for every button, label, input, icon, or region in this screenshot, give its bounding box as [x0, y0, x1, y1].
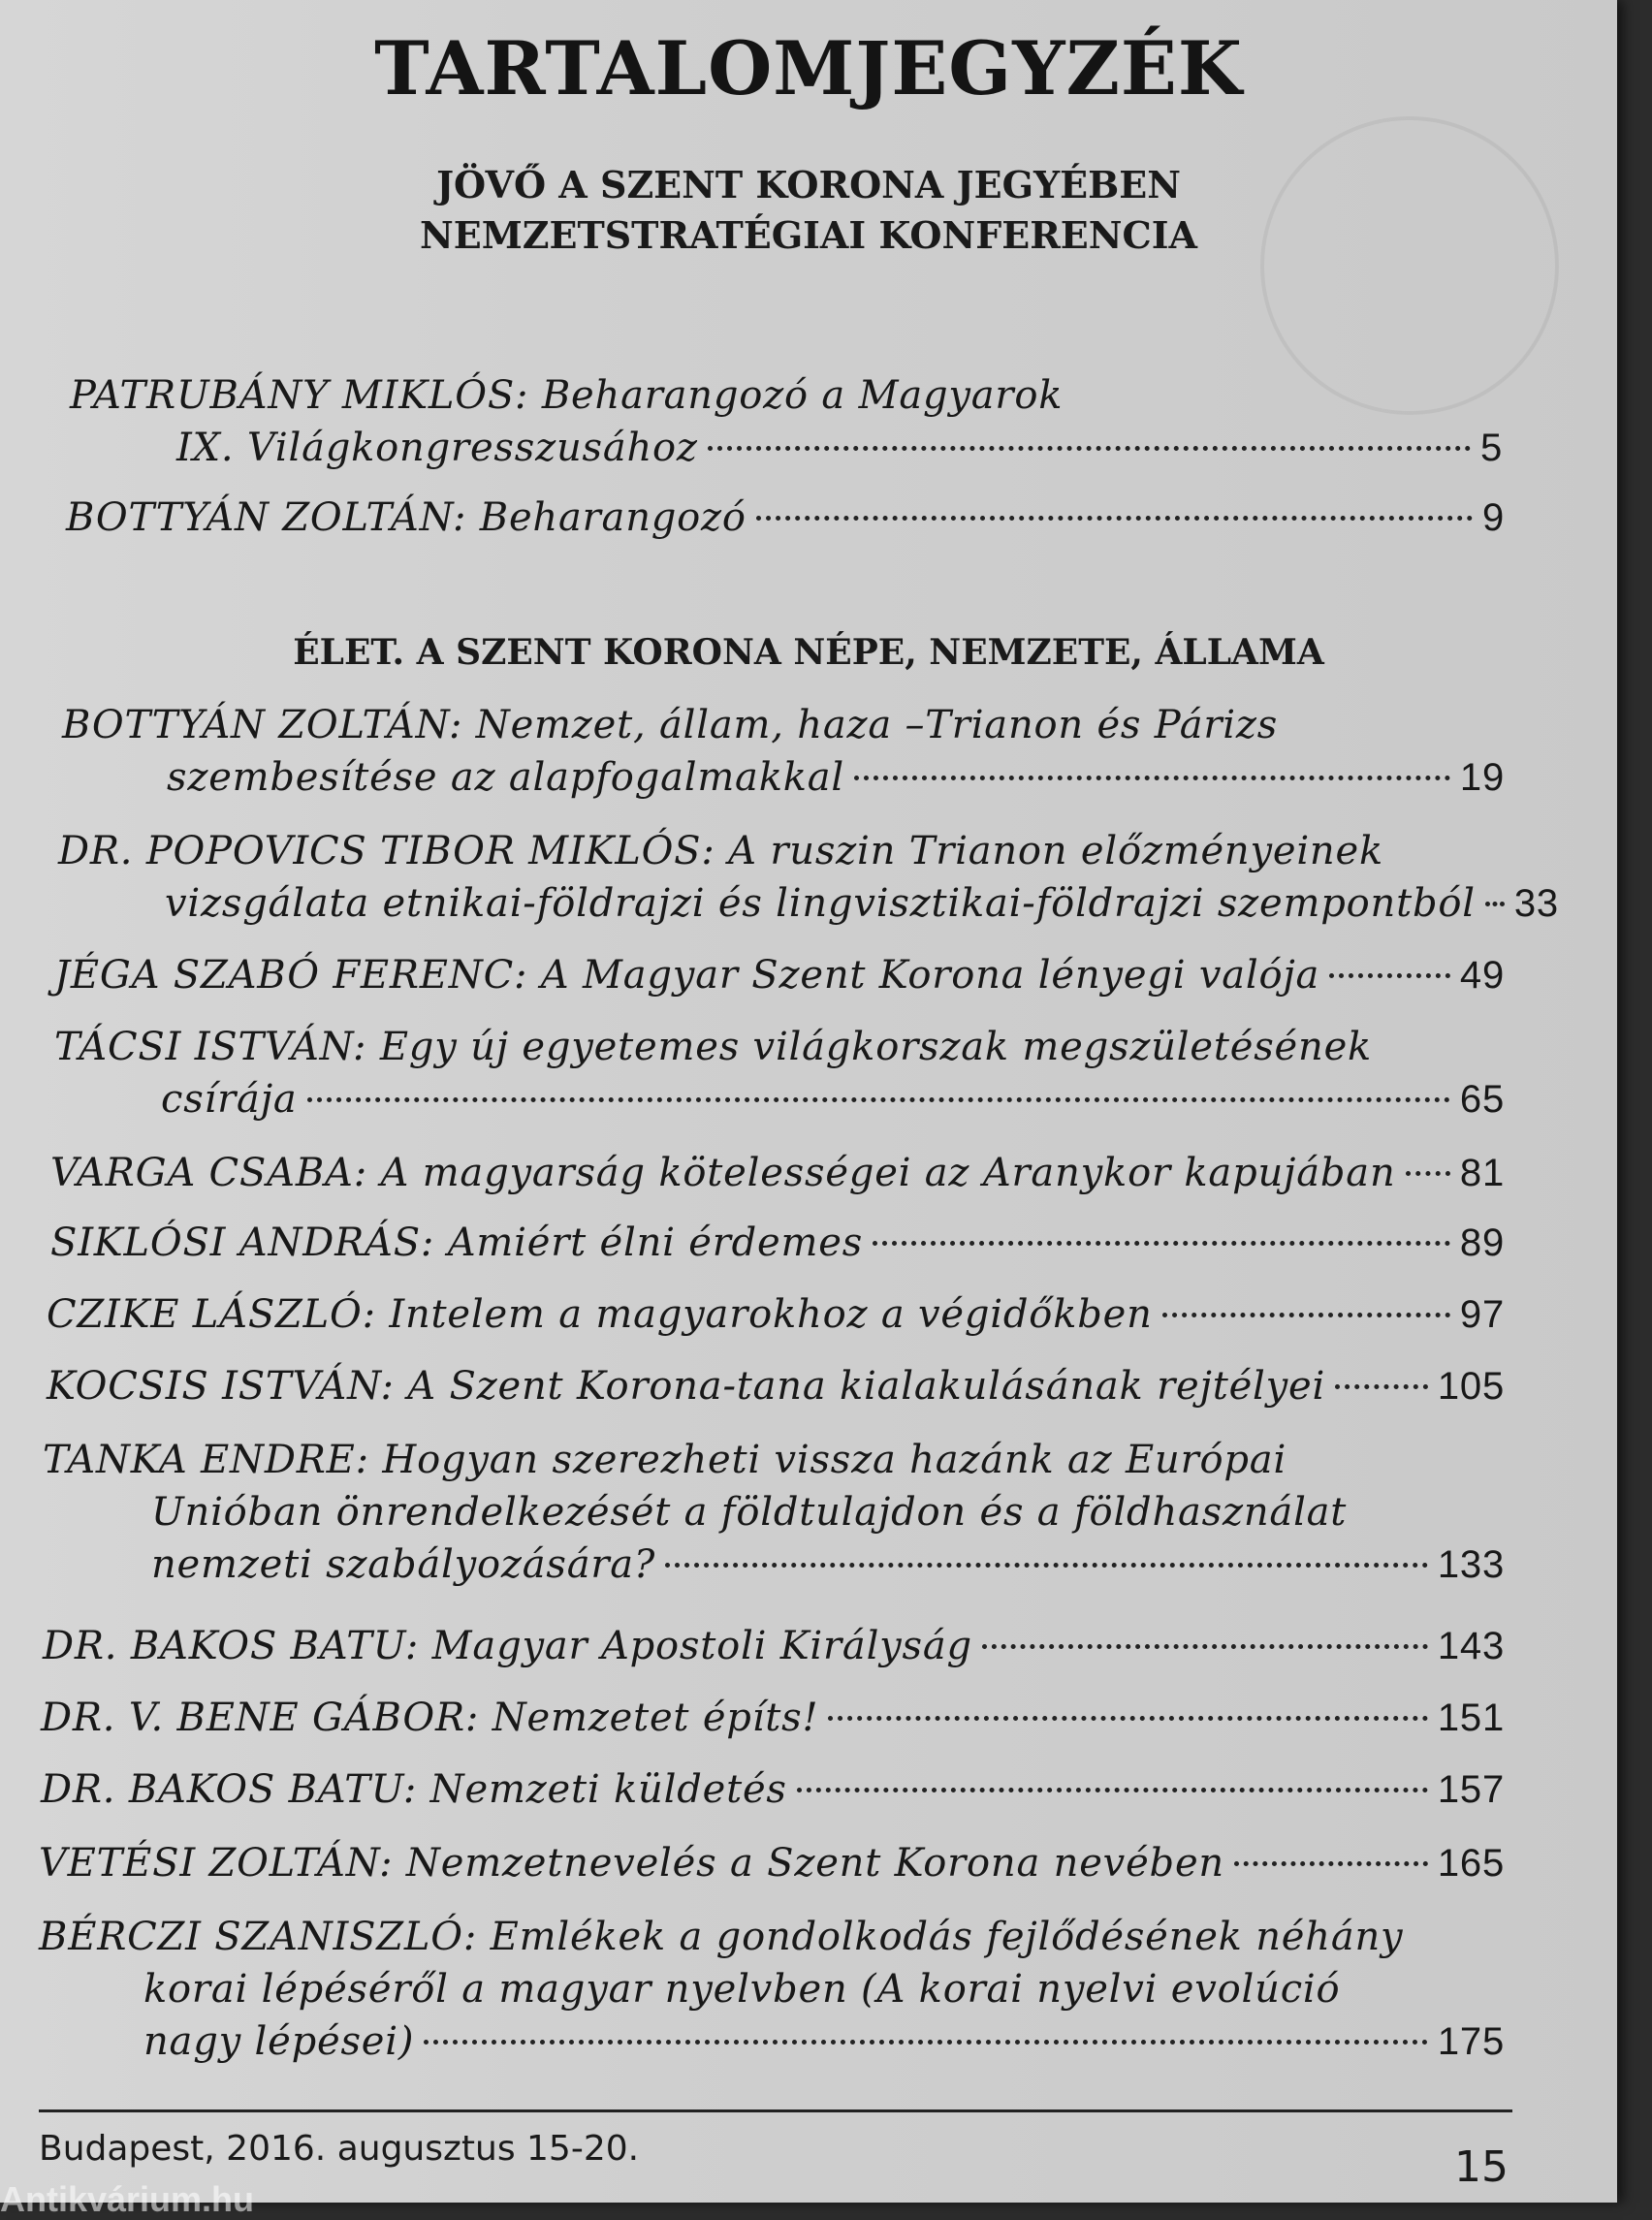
entry-title-line: Amiért élni érdemes [447, 1221, 864, 1265]
entry-title-line: Unióban önrendelkezését a földtulajdon és a földhasználat [151, 1490, 1348, 1535]
entry-author: KOCSIS ISTVÁN: [47, 1364, 395, 1409]
dot-leader [828, 1716, 1427, 1721]
entry-page-number: 143 [1437, 1625, 1505, 1667]
entry-page-number: 175 [1437, 2020, 1505, 2063]
entry-author: DR. BAKOS BATU: [43, 1624, 420, 1668]
entry-page-number: 151 [1437, 1697, 1505, 1739]
entry-author: DR. BAKOS BATU: [41, 1767, 418, 1812]
entry-title-line: A magyarság kötelességei az Aranykor kapujában [380, 1151, 1396, 1195]
dot-leader [797, 1788, 1428, 1792]
entry-author: BÉRCZI SZANISZLÓ: [39, 1915, 478, 1959]
entry-page-number: 165 [1437, 1842, 1505, 1885]
entry-page-number: 133 [1437, 1543, 1505, 1586]
dot-leader [708, 446, 1471, 451]
entry-title-line: Nemzetet építs! [492, 1696, 819, 1740]
dot-leader [1329, 973, 1450, 978]
footer-location-date: Budapest, 2016. augusztus 15-20. [39, 2129, 640, 2169]
entry-author: VETÉSI ZOLTÁN: [39, 1841, 394, 1886]
dot-leader [424, 2040, 1428, 2045]
entry-page-number: 49 [1459, 954, 1505, 997]
watermark: Antikvárium.hu [0, 2179, 255, 2219]
entry-title-line: korai lépéséről a magyar nyelvben (A korai nyelvi evolúció [143, 1967, 1341, 2012]
entry-author: TÁCSI ISTVÁN: [54, 1025, 367, 1069]
entry-author: DR. POPOVICS TIBOR MIKLÓS: [58, 829, 715, 873]
dot-leader [1406, 1171, 1450, 1176]
entry-title-line: IX. Világkongresszusához [176, 426, 698, 470]
entry-author: SIKLÓSI ANDRÁS: [50, 1221, 435, 1265]
entry-title-line: Beharangozó [479, 495, 747, 540]
dot-leader [756, 516, 1473, 521]
entry-title-line: Nemzetnevelés a Szent Korona nevében [405, 1841, 1224, 1886]
entry-title-line: Magyar Apostoli Királyság [431, 1624, 972, 1668]
entry-author: BOTTYÁN ZOLTÁN: [66, 495, 467, 540]
entry-title-line: Hogyan szerezheti vissza hazánk az Európai [382, 1438, 1287, 1482]
entry-page-number: 89 [1459, 1221, 1505, 1264]
entry-page-number: 5 [1479, 427, 1503, 469]
entry-title-line: A Szent Korona-tana kialakulásának rejtélyei [407, 1364, 1326, 1409]
footer-rule [39, 2109, 1512, 2112]
entry-author: DR. V. BENE GÁBOR: [41, 1696, 480, 1740]
dot-leader [1335, 1384, 1428, 1389]
entry-title-line: Nemzeti küldetés [429, 1767, 787, 1812]
entry-title-line: Egy új egyetemes világkorszak megszületésének [379, 1025, 1373, 1069]
entry-page-number: 97 [1459, 1293, 1505, 1336]
entry-title-line: Intelem a magyarokhoz a végidőkben [389, 1292, 1153, 1337]
entry-title-line: Emlékek a gondolkodás fejlődésének néhány [490, 1915, 1404, 1959]
entry-title-line: csírája [161, 1077, 298, 1122]
entry-title-line: A Magyar Szent Korona lényegi valója [540, 953, 1320, 998]
dot-leader [873, 1241, 1450, 1246]
entry-page-number: 19 [1459, 756, 1505, 799]
entry-page-number: 81 [1459, 1152, 1505, 1194]
entry-title-line: szembesítése az alapfogalmakkal [167, 755, 845, 800]
dot-leader [1485, 902, 1505, 906]
entry-title-line: nagy lépései) [143, 2019, 415, 2064]
entry-page-number: 9 [1481, 496, 1505, 539]
entry-title-line: Nemzet, állam, haza –Trianon és Párizs [475, 703, 1279, 747]
dot-leader [854, 776, 1450, 780]
conference-title-line-2: NEMZETSTRATÉGIAI KONFERENCIA [420, 213, 1197, 257]
entry-author: TANKA ENDRE: [43, 1438, 369, 1482]
entry-author: PATRUBÁNY MIKLÓS: [70, 373, 529, 418]
entry-author: JÉGA SZABÓ FERENC: [54, 953, 528, 998]
entry-title-line: nemzeti szabályozására? [151, 1542, 656, 1587]
dot-leader [982, 1644, 1428, 1649]
dot-leader [665, 1563, 1428, 1568]
section-title: ÉLET. A SZENT KORONA NÉPE, NEMZETE, ÁLLAMA [293, 632, 1324, 673]
entry-author: BOTTYÁN ZOLTÁN: [62, 703, 463, 747]
dot-leader [307, 1097, 1450, 1102]
entry-author: VARGA CSABA: [50, 1151, 367, 1195]
dot-leader [1162, 1313, 1450, 1317]
entry-title-line: Beharangozó a Magyarok [541, 373, 1064, 418]
entry-page-number: 65 [1459, 1078, 1505, 1121]
entry-page-number: 157 [1437, 1768, 1505, 1811]
entry-title-line: A ruszin Trianon előzményeinek [728, 829, 1384, 873]
entry-page-number: 33 [1513, 882, 1559, 925]
entry-title-line: vizsgálata etnikai-földrajzi és lingvisztikai-földrajzi szempontból [165, 881, 1476, 926]
conference-title-line-1: JÖVŐ A SZENT KORONA JEGYÉBEN [436, 163, 1181, 206]
footer-page-number: 15 [1454, 2142, 1509, 2192]
entry-page-number: 105 [1437, 1365, 1505, 1408]
entry-author: CZIKE LÁSZLÓ: [47, 1292, 376, 1337]
page-title: TARTALOMJEGYZÉK [374, 25, 1243, 111]
dot-leader [1234, 1861, 1428, 1866]
bleed-through-shadow [1260, 116, 1559, 415]
